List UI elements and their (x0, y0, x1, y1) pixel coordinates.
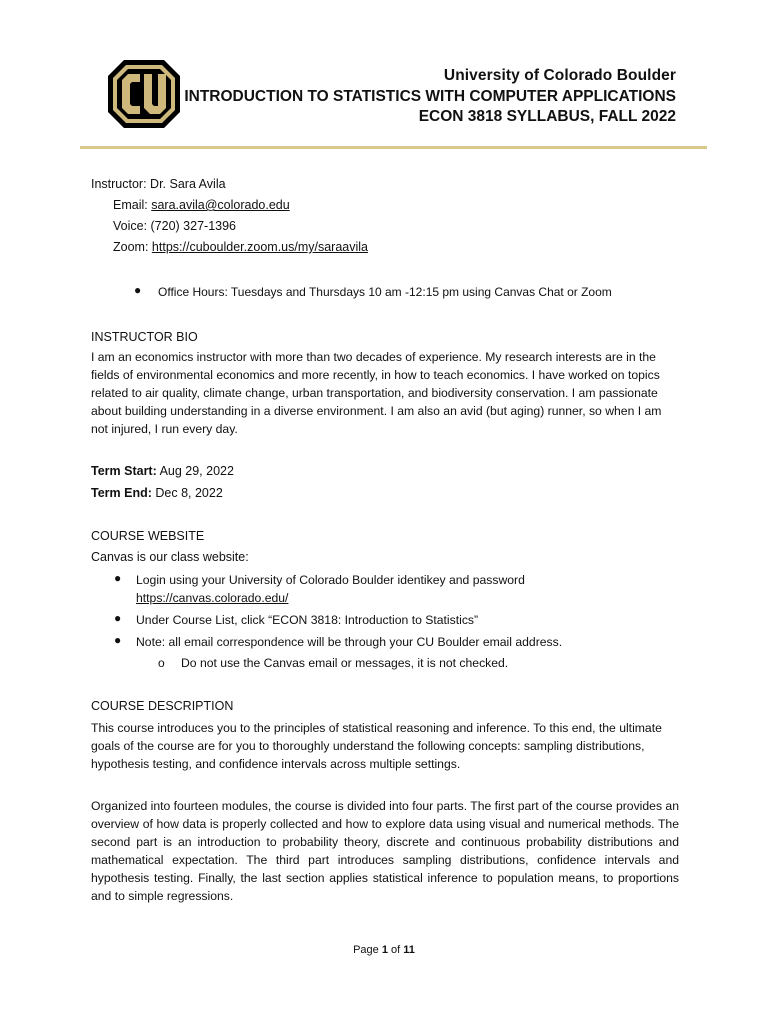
instructor-line: Instructor: Dr. Sara Avila (91, 177, 226, 191)
page-footer (0, 944, 768, 956)
term-end-label: Term End: (91, 486, 152, 500)
bullet-icon: ● (114, 571, 122, 585)
bio-text: I am an economics instructor with more than two decades of experience. My research interests are in the fields of environmental economics and more recently, in how to teach economics. I have worked on topics related to air quality, climate change, urban transportation, and biodiversity conservation. I am passionate about building understanding in a diverse environment. I am also an avid (but aging) runner, so when I am not injured, I run every day. (91, 350, 662, 436)
zoom-label: Zoom: (113, 240, 149, 254)
footer-page-word: Page (353, 944, 379, 956)
email-label: Email: (113, 198, 148, 212)
term-start-label: Term Start: (91, 464, 157, 478)
zoom-link[interactable]: https://cuboulder.zoom.us/my/saraavila (151, 240, 368, 254)
description-heading: COURSE DESCRIPTION (91, 699, 234, 713)
term-start (91, 462, 234, 480)
website-bullet-course-list: Under Course List, click “ECON 3818: Introduction to Statistics” (136, 613, 479, 627)
email-row (113, 196, 290, 214)
term-end-value: Dec 8, 2022 (155, 486, 223, 500)
bullet-icon: ● (134, 283, 142, 297)
canvas-link[interactable]: https://canvas.colorado.edu/ (136, 591, 289, 605)
course-title: INTRODUCTION TO STATISTICS WITH COMPUTER APPLICATIONS (184, 88, 676, 105)
footer-page-number: 1 (381, 944, 388, 956)
header-divider (80, 146, 707, 149)
voice-row: Voice: (720) 327-1396 (113, 219, 237, 233)
email-link[interactable]: sara.avila@colorado.edu (151, 198, 290, 212)
term-start-value: Aug 29, 2022 (159, 464, 234, 478)
website-heading: COURSE WEBSITE (91, 529, 205, 543)
sub-bullet-icon: o (158, 656, 165, 670)
website-bullet-email-note: Note: all email correspondence will be through your CU Boulder email address. (136, 635, 563, 649)
bullet-icon: ● (114, 611, 122, 625)
bio-heading: INSTRUCTOR BIO (91, 330, 198, 344)
term-end (91, 484, 223, 502)
syllabus-term: ECON 3818 SYLLABUS, FALL 2022 (418, 108, 676, 125)
website-sub-bullet: Do not use the Canvas email or messages, it is not checked. (181, 656, 509, 670)
footer-page-total: 11 (403, 944, 415, 956)
university-name: University of Colorado Boulder (443, 67, 676, 84)
website-bullet-login: Login using your University of Colorado Boulder identikey and password (136, 573, 525, 587)
bullet-icon: ● (114, 633, 122, 647)
office-hours: Office Hours: Tuesdays and Thursdays 10 am -12:15 pm using Canvas Chat or Zoom (158, 285, 612, 299)
cu-logo (106, 58, 182, 130)
zoom-row (113, 238, 368, 256)
description-para-1: This course introduces you to the principles of statistical reasoning and inference. To this end, the ultimate goals of the course are for you to thoroughly understand the following concepts: sampling distributions, hypothesis testing, and confidence intervals across multiple settings. (91, 721, 662, 771)
description-para-2: Organized into fourteen modules, the course is divided into four parts. The first part of the course provides an overview of how data is properly collected and how to explore data using visual and numerical methods. The second part is an introduction to probability theory, discrete and continuous probability distributions and mathematical expectation. The third part introduces sampling distributions, confidence intervals and hypothesis testing. Finally, the last section applies statistical inference to population means, to proportions and to simple regressions. (91, 799, 679, 903)
website-intro: Canvas is our class website: (91, 550, 249, 564)
footer-of-word: of (391, 944, 401, 956)
